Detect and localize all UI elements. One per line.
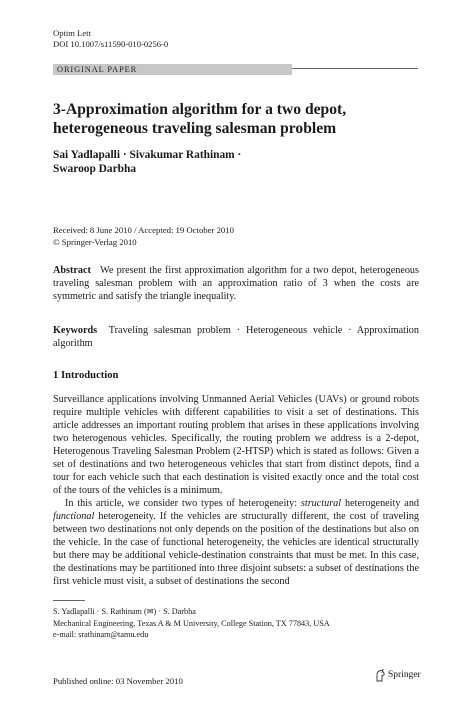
published-online: Published online: 03 November 2010 [53,676,183,686]
authors-line-2: Swaroop Darbha [53,163,137,175]
keywords [53,324,419,350]
intro-paragraph-2 [53,497,419,588]
author-list [53,148,353,176]
p2-text-c: heterogeneity. If the vehicles are structurally different, the cost of traveling between two destinations not only depends on the position of the destinations but also on the vehicle. In the case of functional heterogeneity, the vehicles are identical structurally but there may be additional vehicle-destination constraints that must be met. In this case, the destinations may be partitioned into three disjoint subsets: a subset of destinations the first vehicle must visit, a subset of destinations the second [53,511,420,587]
header-rule [292,68,418,69]
journal-name: Optim Lett [53,28,91,38]
introduction-body [53,393,419,588]
journal-doi: DOI 10.1007/s11590-010-0256-0 [53,39,169,49]
paper-type-label: ORIGINAL PAPER [57,65,138,74]
paper-type-banner [53,64,292,75]
authors-line-1: Sai Yadlapalli · Sivakumar Rathinam · [53,149,242,161]
footnote-affiliation: Mechanical Engineering, Texas A & M University, College Station, TX 77843, USA [53,618,330,628]
intro-paragraph-1: Surveillance applications involving Unmanned Aerial Vehicles (UAVs) or ground robots require multiple vehicles with different capabilities to visit a set of destinations. This article addresses an important routing problem that arises in these applications involving two heterogenous vehicles. Specifically, the routing problem we address is a 2-depot, Heterogenous Traveling Salesman Problem (2-HTSP) which is stated as follows: Given a set of destinations and two heterogeneous vehicles that start from distinct depots, find a tour for each vehicle such that each destination is visited exactly once and the total cost of the tours of the vehicles is a minimum. [53,394,419,496]
author-footnote [53,606,330,641]
section-heading: 1 Introduction [53,370,119,381]
footnote-email: e-mail: srathinam@tamu.edu [53,630,149,639]
abstract-label: Abstract [53,265,91,276]
publication-dates [53,224,423,248]
paper-title: 3-Approximation algorithm for a two depot, heterogeneous traveling salesman problem [53,101,347,137]
abstract [53,264,419,303]
springer-wordmark: Springer [388,670,421,680]
springer-horse-icon [375,669,386,682]
keywords-label: Keywords [53,325,98,336]
keywords-text: Traveling salesman problem · Heterogeneous vehicle · Approximation algorithm [53,325,419,349]
p2-emphasis-functional: functional [53,511,95,522]
received-accepted: Received: 8 June 2010 / Accepted: 19 October 2010 [53,225,234,235]
journal-header [53,28,168,50]
p2-text-b: heterogeneity and [345,498,420,509]
p2-text-a: In this article, we consider two types of heterogeneity: [65,498,298,509]
springer-logo [375,669,425,683]
abstract-text: We present the first approximation algorithm for a two depot, heterogeneous traveling salesman problem with an approximation ratio of 3 when the costs are symmetric and satisfy the triangle inequality. [53,265,419,302]
footnote-names: S. Yadlapalli · S. Rathinam (✉) · S. Darbha [53,607,196,616]
p2-emphasis-structural: structural [300,498,342,509]
footnote-rule [53,600,85,601]
copyright: © Springer-Verlag 2010 [53,237,137,247]
